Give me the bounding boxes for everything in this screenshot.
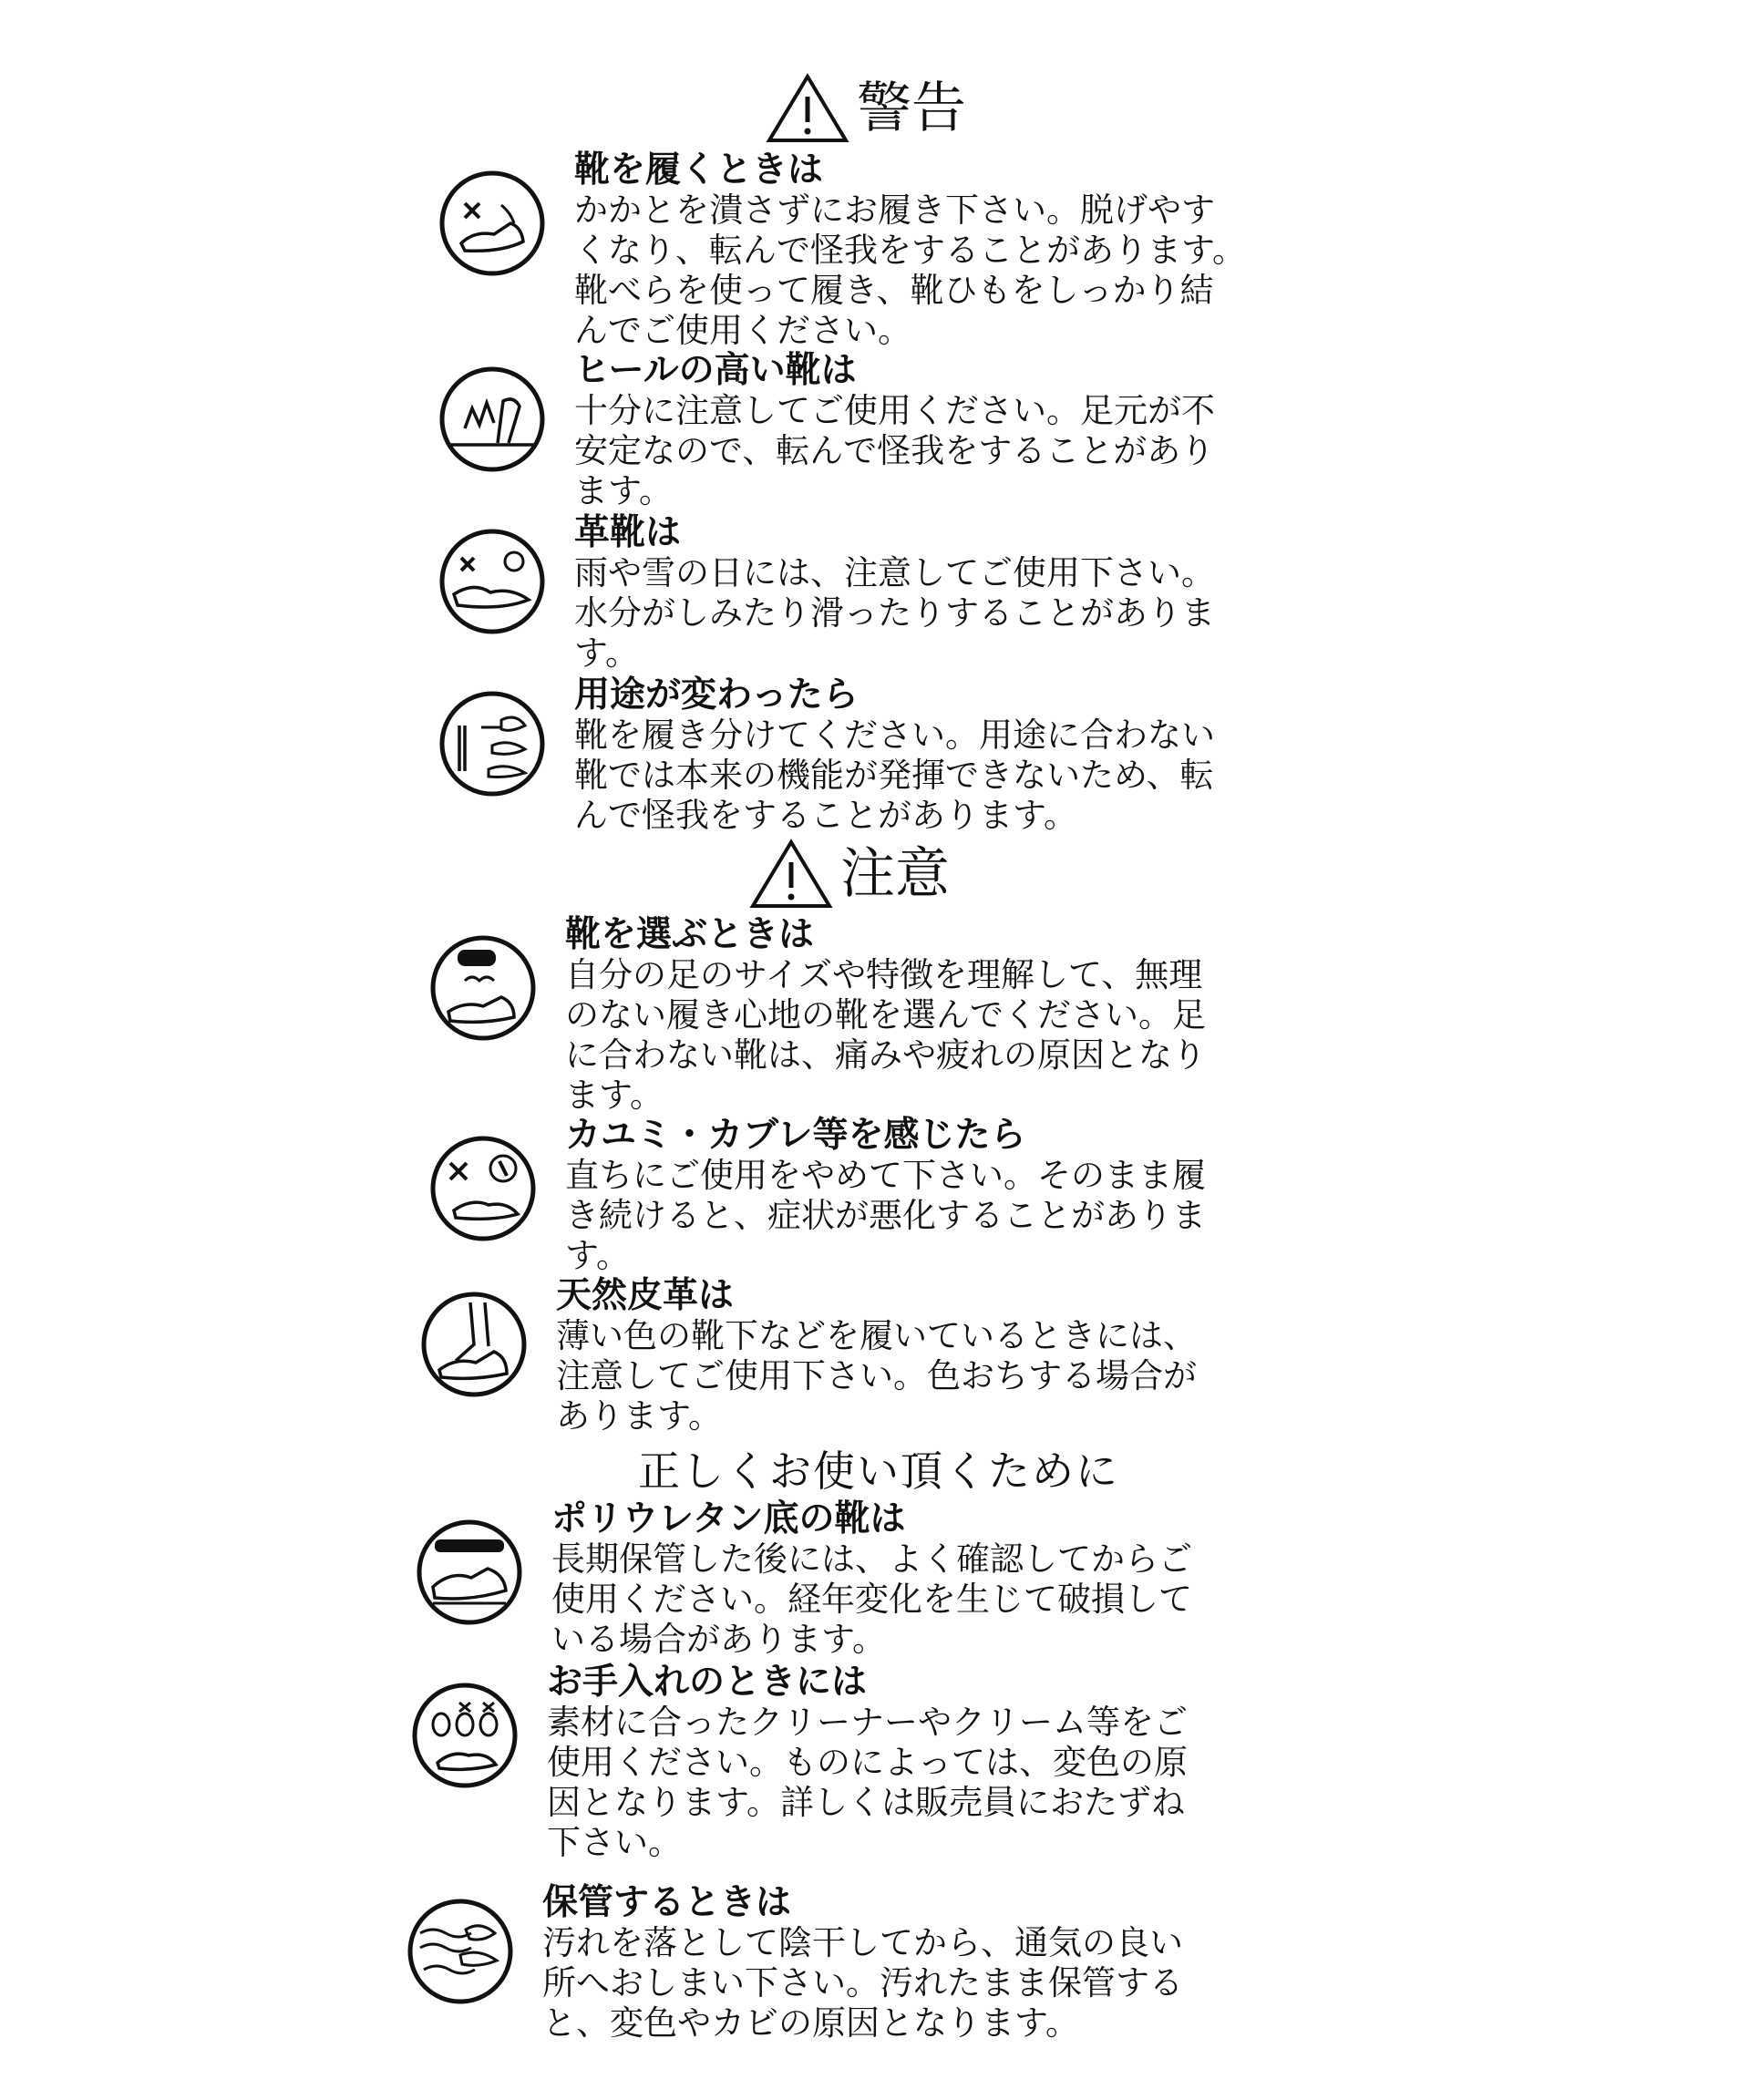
- high-heel-fall-icon: [438, 365, 547, 474]
- shoe-care-icon: [410, 1681, 520, 1790]
- caution-heading: [749, 839, 950, 910]
- item-title: ポリウレタン底の靴は: [551, 1498, 906, 1539]
- proper-use-item-3: [406, 1883, 1317, 2043]
- shoe-size-icon: [428, 933, 538, 1043]
- item-body: 靴を履き分けてください。用途に合わない 靴では本来の機能が発揮できないため、転 んで怪我をすることがあります。: [574, 715, 1215, 835]
- proper-use-item-1: [415, 1499, 1326, 1660]
- proper-use-heading: 正しくお使い頂くために: [638, 1446, 1119, 1496]
- item-body: 十分に注意してご使用ください。足元が不 安定なので、転んで怪我をすることがあり ます。: [574, 391, 1215, 510]
- item-title: 天然皮革は: [556, 1275, 735, 1316]
- warning-title: 警告: [857, 77, 966, 140]
- shoe-purpose-icon: [438, 689, 547, 798]
- proper-use-item-2: [410, 1662, 1322, 1863]
- caution-title: 注意: [840, 842, 950, 906]
- warning-item-3: [438, 513, 1349, 674]
- warning-item-2: [438, 351, 1349, 511]
- caution-item-2: [428, 1116, 1340, 1276]
- warning-item-4: [438, 675, 1349, 836]
- item-body: 長期保管した後には、よく確認してからご 使用ください。経年変化を生じて破損して いる場合があります。: [551, 1539, 1192, 1659]
- item-title: ヒールの高い靴は: [574, 350, 857, 391]
- item-body: 薄い色の靴下などを履いているときには、 注意してご使用下さい。色おちする場合が あります。: [556, 1316, 1197, 1436]
- item-body: 自分の足のサイズや特徴を理解して、無理 のない履き心地の靴を選んでください。足 に合わない靴は、痛みや疲れの原因となり ます。: [565, 955, 1206, 1115]
- leather-shoe-rain-icon: [438, 527, 547, 636]
- caution-item-1: [428, 915, 1340, 1116]
- color-transfer-icon: [419, 1290, 529, 1399]
- item-title: 靴を履くときは: [574, 149, 824, 190]
- heel-crush-prohibited-icon: [438, 169, 547, 278]
- item-body: 素材に合ったクリーナーやクリーム等をご 使用ください。ものによっては、変色の原 因となります。詳しくは販売員におたずね 下さい。: [547, 1703, 1188, 1862]
- caution-item-3: [419, 1276, 1331, 1436]
- item-body: かかとを潰さずにお履き下さい。脱げやす くなり、転んで怪我をすることがあります。 靴べらを使って履き、靴ひもをしっかり結 んでご使用ください。: [574, 190, 1247, 350]
- item-body: 雨や雪の日には、注意してご使用下さい。 水分がしみたり滑ったりすることがありま す。: [574, 553, 1215, 673]
- warning-triangle-icon: [749, 839, 833, 910]
- blister-prohibited-icon: [428, 1134, 538, 1243]
- warning-heading: [766, 73, 966, 144]
- warning-triangle-icon: [766, 73, 849, 144]
- item-title: お手入れのときには: [547, 1662, 868, 1703]
- polyurethane-sole-icon: [415, 1518, 524, 1627]
- item-title: 保管するときは: [542, 1882, 792, 1923]
- item-title: 革靴は: [574, 512, 682, 553]
- item-title: 靴を選ぶときは: [565, 914, 815, 955]
- item-title: カユミ・カブレ等を感じたら: [565, 1115, 1026, 1156]
- item-body: 汚れを落として陰干してから、通気の良い 所へおしまい下さい。汚れたまま保管する と、変色やカビの原因となります。: [542, 1923, 1183, 2043]
- item-title: 用途が変わったら: [574, 674, 859, 715]
- item-body: 直ちにご使用をやめて下さい。そのまま履 き続けると、症状が悪化することがありま す。: [565, 1156, 1206, 1275]
- warning-item-1: [438, 150, 1349, 351]
- shoe-storage-icon: [406, 1897, 515, 2006]
